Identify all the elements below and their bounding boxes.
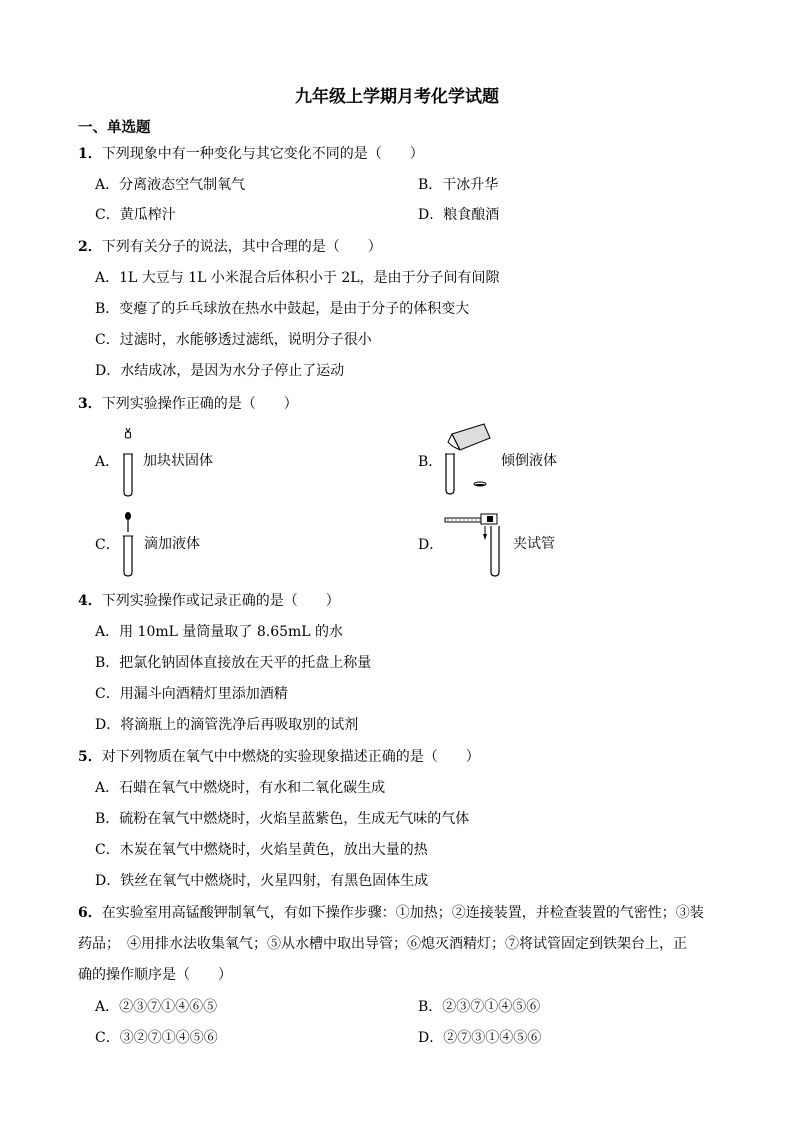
option-c[interactable]: C．③②⑦①④⑤⑥ <box>95 1030 218 1046</box>
question-text-line-2: 药品； ④用排水法收集氧气；⑤从水槽中取出导管；⑥熄灭酒精灯；⑦将试管固定到铁架台上，正 <box>78 936 687 952</box>
question-text: 下列有关分子的说法，其中合理的是（ ） <box>101 239 382 255</box>
question-number: 4． <box>78 593 102 609</box>
option-c[interactable]: C．木炭在氧气中燃烧时，火焰呈黄色，放出大量的热 <box>95 842 428 858</box>
option-a[interactable]: A．分离液态空气制氧气 <box>95 177 246 193</box>
option-b[interactable]: B．②③⑦①④⑤⑥ <box>418 999 541 1015</box>
question-5 <box>78 748 480 766</box>
option-d[interactable]: D．②⑦③①④⑤⑥ <box>418 1030 542 1046</box>
question-text-line-1: 在实验室用高锰酸钾制氧气，有如下操作步骤：①加热；②连接装置，并检查装置的气密性；③装 <box>101 905 704 921</box>
question-4 <box>78 592 340 610</box>
option-a[interactable]: A．②③⑦①④⑥⑤ <box>95 999 218 1015</box>
option-a[interactable]: A．1L 大豆与 1L 小米混合后体积小于 2L，是由于分子间有间隙 <box>95 270 500 286</box>
question-number: 6． <box>78 905 102 921</box>
option-d[interactable]: D．将滴瓶上的滴管洗净后再吸取别的试剂 <box>95 717 359 733</box>
question-text-line-3: 确的操作顺序是（ ） <box>78 967 232 983</box>
test-tube-with-solid-icon <box>118 424 138 498</box>
question-text: 下列现象中有一种变化与其它变化不同的是（ ） <box>101 146 424 162</box>
option-c[interactable]: C．黄瓜榨汁 <box>95 207 176 223</box>
question-number: 3． <box>78 396 102 412</box>
option-c-letter[interactable]: C． <box>95 537 120 553</box>
option-d[interactable]: D．粮食酿酒 <box>418 207 500 223</box>
option-d-caption: 夹试管 <box>513 536 555 552</box>
option-a[interactable]: A．用 10mL 量筒量取了 8.65mL 的水 <box>95 624 344 640</box>
option-c[interactable]: C．过滤时，水能够透过滤纸，说明分子很小 <box>95 332 372 348</box>
option-b[interactable]: B．硫粉在氧气中燃烧时，火焰呈蓝紫色，生成无气味的气体 <box>95 811 470 827</box>
option-d[interactable]: D．铁丝在氧气中燃烧时，火星四射，有黑色固体生成 <box>95 873 429 889</box>
option-b[interactable]: B．把氯化钠固体直接放在天平的托盘上称量 <box>95 655 372 671</box>
question-text: 下列实验操作正确的是（ ） <box>101 396 298 412</box>
option-b-caption: 倾倒液体 <box>501 453 557 469</box>
option-a-caption: 加块状固体 <box>143 453 213 469</box>
question-text: 下列实验操作或记录正确的是（ ） <box>101 593 340 609</box>
question-2 <box>78 238 382 256</box>
option-a-letter[interactable]: A． <box>95 454 120 470</box>
question-3 <box>78 395 298 413</box>
option-b[interactable]: B．变瘪了的乒乓球放在热水中鼓起，是由于分子的体积变大 <box>95 301 470 317</box>
question-1 <box>78 145 424 163</box>
question-6 <box>78 904 704 922</box>
page-title: 九年级上学期月考化学试题 <box>295 87 499 107</box>
option-b[interactable]: B．干冰升华 <box>418 177 499 193</box>
tube-holder-icon <box>443 510 505 580</box>
question-number: 2． <box>78 239 102 255</box>
option-b-letter[interactable]: B． <box>418 454 443 470</box>
option-a[interactable]: A．石蜡在氧气中燃烧时，有水和二氧化碳生成 <box>95 780 386 796</box>
bottle-pouring-icon <box>440 420 500 498</box>
option-c-caption: 滴加液体 <box>144 536 200 552</box>
option-d-letter[interactable]: D． <box>418 537 444 553</box>
option-d[interactable]: D．水结成冰，是因为水分子停止了运动 <box>95 363 345 379</box>
question-text: 对下列物质在氧气中中燃烧的实验现象描述正确的是（ ） <box>101 749 480 765</box>
section-heading: 一、单选题 <box>78 119 151 136</box>
question-number: 5． <box>78 749 102 765</box>
option-c[interactable]: C．用漏斗向酒精灯里添加酒精 <box>95 686 288 702</box>
question-number: 1． <box>78 146 102 162</box>
dropper-over-tube-icon <box>118 510 138 580</box>
